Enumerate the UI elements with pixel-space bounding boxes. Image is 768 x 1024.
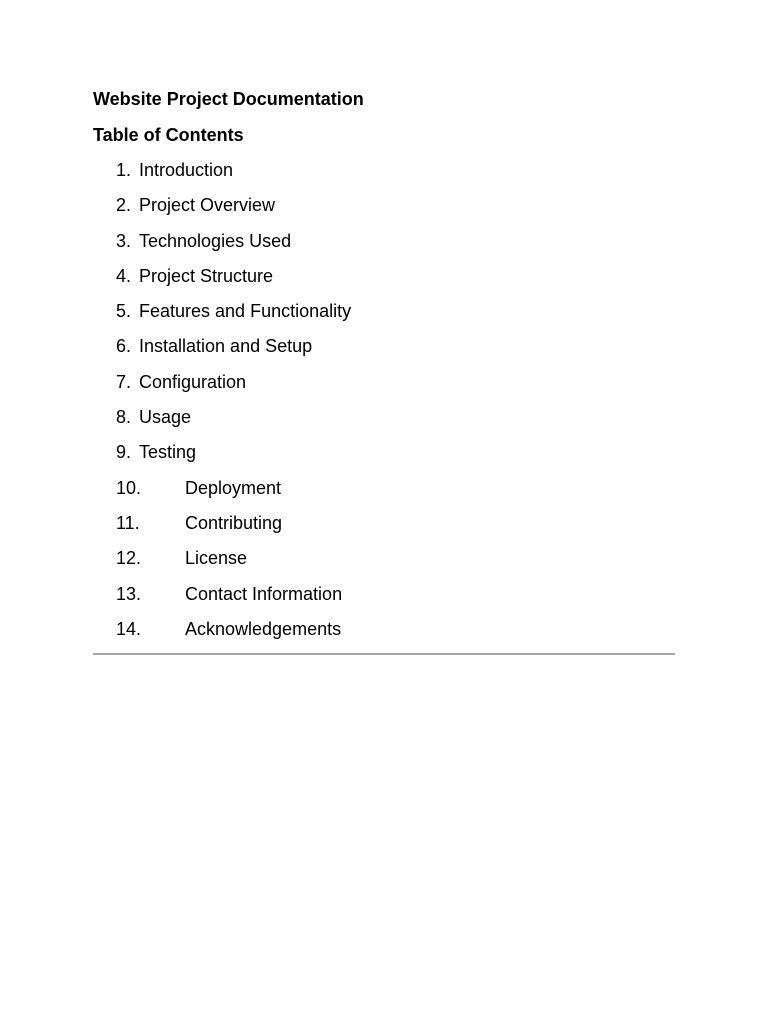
toc-number: 2.: [116, 195, 132, 216]
toc-label: Testing: [139, 442, 197, 463]
toc-number: 8.: [116, 407, 132, 428]
toc-number: 6.: [116, 336, 132, 357]
horizontal-rule: [93, 653, 675, 655]
toc-number: 5.: [116, 301, 132, 322]
toc-item-introduction: [93, 157, 675, 192]
toc-item-contact-information: [93, 581, 675, 616]
toc-label: Configuration: [139, 371, 247, 392]
toc-item-features-and-functionality: [93, 298, 675, 333]
toc-item-license: [93, 545, 675, 580]
toc-list: [93, 157, 675, 651]
toc-label: Usage: [139, 407, 192, 428]
toc-label: Features and Functionality: [139, 301, 352, 322]
toc-item-acknowledgements: [93, 616, 675, 651]
toc-item-project-overview: [93, 192, 675, 227]
toc-item-configuration: [93, 369, 675, 404]
toc-item-deployment: [93, 475, 675, 510]
toc-label: Acknowledgements: [185, 618, 342, 639]
toc-label: Contributing: [185, 512, 283, 533]
toc-label: Deployment: [185, 477, 282, 498]
toc-label: Contact Information: [185, 583, 343, 604]
document-title: Website Project Documentation: [93, 89, 364, 109]
toc-item-contributing: [93, 510, 675, 545]
toc-item-installation-and-setup: [93, 333, 675, 368]
toc-item-testing: [93, 439, 675, 474]
toc-number: 13.: [116, 583, 142, 604]
toc-number: 10.: [116, 477, 142, 498]
toc-number: 4.: [116, 265, 132, 286]
toc-number: 3.: [116, 230, 132, 251]
toc-number: 9.: [116, 442, 132, 463]
toc-item-project-structure: [93, 263, 675, 298]
toc-heading: Table of Contents: [93, 125, 244, 145]
toc-number: 11.: [116, 512, 140, 533]
toc-label: Project Structure: [139, 265, 274, 286]
toc-number: 7.: [116, 371, 132, 392]
toc-label: Introduction: [139, 160, 234, 180]
document-page: [93, 86, 675, 651]
toc-item-technologies-used: [93, 228, 675, 263]
toc-number: 14.: [116, 618, 142, 639]
toc-label: Technologies Used: [139, 230, 292, 251]
toc-number: 12.: [116, 548, 142, 569]
toc-label: License: [185, 548, 248, 569]
toc-label: Project Overview: [139, 195, 276, 216]
toc-label: Installation and Setup: [139, 336, 313, 357]
toc-number: 1.: [116, 160, 132, 180]
toc-item-usage: [93, 404, 675, 439]
